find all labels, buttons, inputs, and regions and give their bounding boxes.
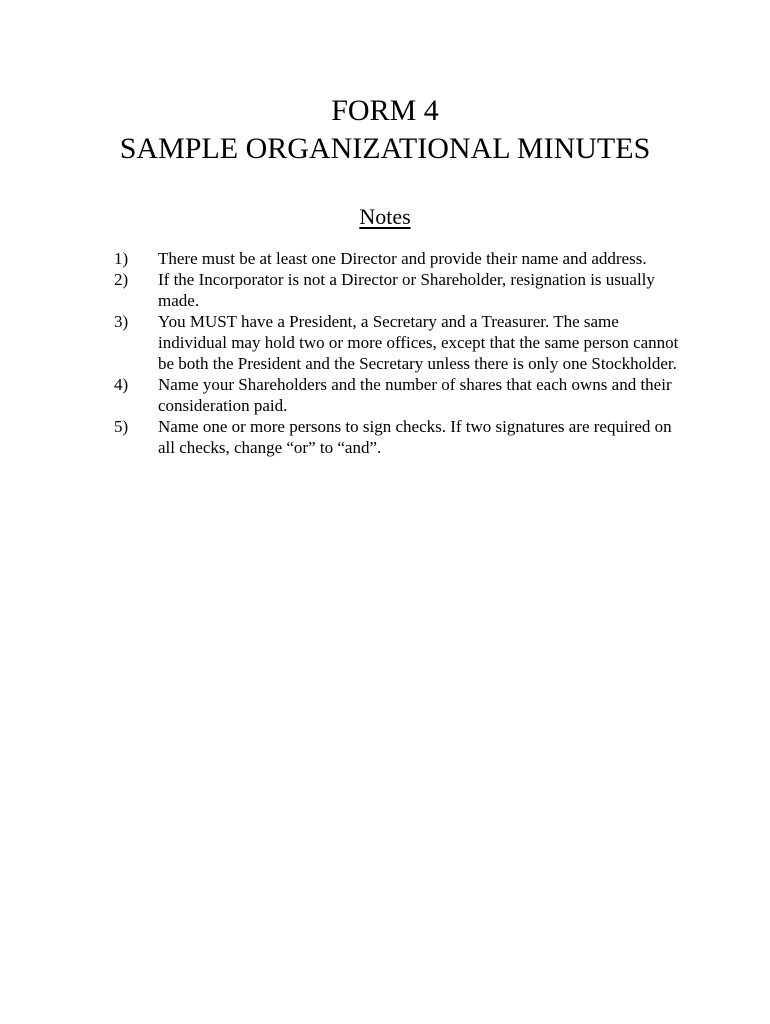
notes-heading: Notes (359, 204, 411, 229)
notes-list (100, 248, 690, 458)
title-block (0, 92, 770, 168)
note-text: Name your Shareholders and the number of shares that each owns and their consideration paid. (158, 375, 672, 415)
note-number: 2) (114, 270, 129, 289)
note-text: Name one or more persons to sign checks. If two signatures are required on all checks, change “or” to “and”. (158, 417, 672, 457)
note-item (100, 311, 690, 374)
note-number: 3) (114, 312, 129, 331)
note-text: You MUST have a President, a Secretary and a Treasurer. The same individual may hold two or more offices, except that the same person cannot be both the President and the Secretary unless there is only one Stockholder. (158, 312, 679, 373)
note-number: 1) (114, 249, 129, 268)
note-text: There must be at least one Director and provide their name and address. (158, 249, 647, 268)
note-item (100, 416, 690, 458)
note-item (100, 269, 690, 311)
form-number-title: FORM 4 (331, 94, 439, 127)
note-item (100, 248, 690, 269)
note-number: 4) (114, 375, 129, 394)
form-name-title: SAMPLE ORGANIZATIONAL MINUTES (119, 132, 651, 165)
note-text: If the Incorporator is not a Director or Shareholder, resignation is usually made. (158, 270, 655, 310)
note-item (100, 374, 690, 416)
note-number: 5) (114, 417, 129, 436)
